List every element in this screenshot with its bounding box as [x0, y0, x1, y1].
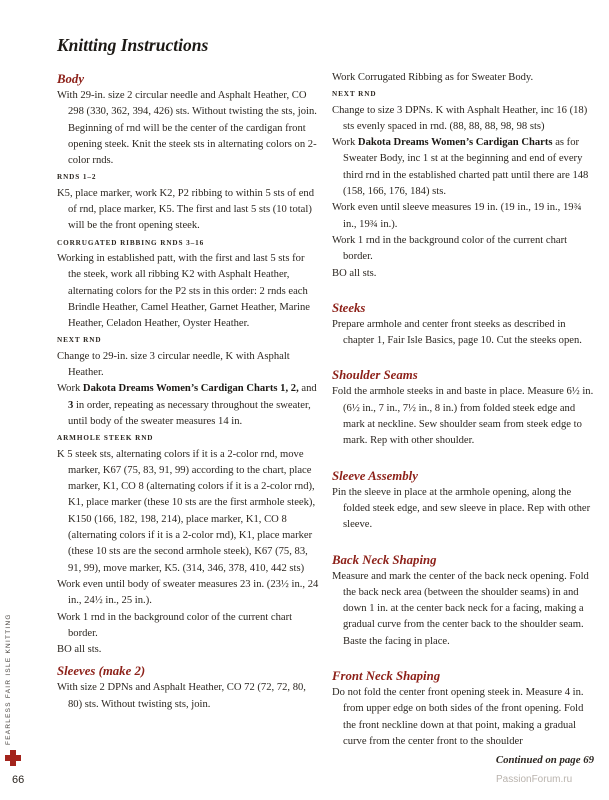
- text-run: and: [298, 383, 317, 395]
- body-paragraph: Change to size 3 DPNs. K with Asphalt Heather, inc 16 (18) sts evenly spaced in rnd. (88, 88, 88, 98, 98 sts): [332, 104, 588, 132]
- body-paragraph: Fold the armhole steeks in and baste in place. Measure 6½ in. (6½ in., 7 in., 7½ in., 8 in.) from folded steek edge and mark at neckline. Sew shoulder seam from steek edge to mark. Rep with other shoulder.: [332, 386, 594, 447]
- body-paragraph: Work even until body of sweater measures 23 in. (23½ in., 24 in., 24½ in., 25 in.).: [57, 578, 319, 607]
- watermark: PassionForum.ru: [496, 774, 573, 785]
- right-column: [332, 70, 594, 768]
- body-paragraph: BO all sts.: [57, 644, 102, 656]
- body-paragraph: K 5 steek sts, alternating colors if it is a 2-color rnd, move marker, K67 (75, 83, 91, 99) according to the chart, place marker, K1, CO 8 (alternating colors if it is a 2-color rnd), K1, place marker (these 10 sts are the first armhole steek), K150 (166, 182, 198, 214), place marker, K1, CO 8 (alternating colors if it is a 2-color rnd), K1, place marker (these 10 sts are the second armhole steek), K67 (75, 83, 91, 99), move marker, K5. (314, 346, 378, 410, 442 sts): [57, 448, 316, 574]
- section-heading-back-neck: Back Neck Shaping: [332, 552, 437, 567]
- body-paragraph: [57, 381, 319, 430]
- body-paragraph: Working in established patt, with the first and last 5 sts for the steek, work all ribbing K2 with Asphalt Heather, alternating colors for the P2 sts in this order: 2 rnds each Brindle Heather, Camel Heather, Garnet Heather, Marine Heather, Celadon Heather, Oyster Heather.: [57, 252, 310, 330]
- text-run: in order, repeating as necessary throughout the sweater, until body of the sweater measures 14 in.: [68, 399, 311, 427]
- section-heading-sleeve-assembly: Sleeve Assembly: [332, 468, 418, 483]
- body-paragraph: Prepare armhole and center front steeks as described in chapter 1, Fair Isle Basics, page 10. Cut the steeks open.: [332, 318, 582, 347]
- section-heading-shoulder-seams: Shoulder Seams: [332, 368, 418, 383]
- section-heading-steeks: Steeks: [332, 300, 366, 315]
- body-paragraph: [332, 135, 594, 200]
- red-cross-icon: [5, 750, 21, 766]
- page-number: 66: [12, 774, 25, 786]
- page-title: Knitting Instructions: [57, 35, 209, 55]
- body-paragraph: Work even until sleeve measures 19 in. (19 in., 19 in., 19¾ in., 19¾ in.).: [332, 202, 582, 230]
- chart-reference: Dakota Dreams Women’s Cardigan Charts: [357, 137, 553, 149]
- chart-reference: 3: [68, 399, 74, 411]
- body-paragraph: BO all sts.: [332, 267, 377, 279]
- section-heading-body: Body: [57, 72, 85, 86]
- text-run: Work: [332, 137, 358, 149]
- body-paragraph: With 29-in. size 2 circular needle and Asphalt Heather, CO 298 (330, 362, 394, 426) sts. Without twisting the sts, join. Beginning of rnd will be the center of the cardigan front opening steek. Knit the steek sts in alternating colors on 2-color rnds.: [57, 90, 317, 167]
- text-run: Work: [57, 383, 83, 395]
- subheading-corrugated-ribbing: CORRUGATED RIBBING RNDS 3–16: [57, 238, 205, 247]
- body-paragraph: Work 1 rnd in the background color of the current chart border.: [57, 611, 293, 639]
- body-paragraph: With size 2 DPNs and Asphalt Heather, CO 72 (72, 72, 80, 80) sts. Without twisting sts, join.: [57, 682, 306, 710]
- left-column: [57, 70, 319, 713]
- body-paragraph: Work 1 rnd in the background color of the current chart border.: [332, 234, 568, 263]
- body-paragraph: K5, place marker, work K2, P2 ribbing to within 5 sts of end of rnd, place marker, K5. The first and last 5 sts (10 total) will be the front opening steek.: [57, 187, 315, 232]
- body-paragraph: Do not fold the center front opening steek in. Measure 4 in. from upper edge on both sides of the front opening. Fold the front neckline down at that point, making a gradual curve from the center front to the shoulder: [332, 687, 584, 747]
- section-heading-sleeves: Sleeves (make 2): [57, 664, 146, 679]
- chart-reference: Dakota Dreams Women’s Cardigan Charts 1, 2,: [82, 383, 299, 395]
- subheading-next-rnd: NEXT RND: [332, 90, 377, 99]
- section-heading-front-neck: Front Neck Shaping: [332, 669, 441, 684]
- body-paragraph: Measure and mark the center of the back neck opening. Fold the back neck area (between the shoulder seams) in and down 1 in. at the center back neck for a facing, making a gradual curve from the center back to the shoulder seam. Baste the facing in place.: [332, 570, 589, 647]
- subheading-next-rnd: NEXT RND: [57, 336, 102, 345]
- body-paragraph: Change to 29-in. size 3 circular needle, K with Asphalt Heather.: [57, 350, 290, 379]
- body-paragraph: Work Corrugated Ribbing as for Sweater Body.: [332, 72, 534, 83]
- text-run: as for Sweater Body, inc 1 st at the beginning and end of every third rnd in the established charted patt until there are 148 (158, 166, 176, 184) sts.: [343, 137, 589, 198]
- body-paragraph: Pin the sleeve in place at the armhole opening, along the folded steek edge, and sew sleeve in place. Rep with other sleeve.: [332, 486, 591, 531]
- subheading-rnds-1-2: RNDS 1–2: [57, 173, 97, 182]
- subheading-armhole-steek: ARMHOLE STEEK RND: [57, 434, 154, 443]
- book-title-vertical: FEARLESS FAIR ISLE KNITTING: [5, 613, 12, 745]
- continued-note: Continued on page 69: [495, 754, 594, 767]
